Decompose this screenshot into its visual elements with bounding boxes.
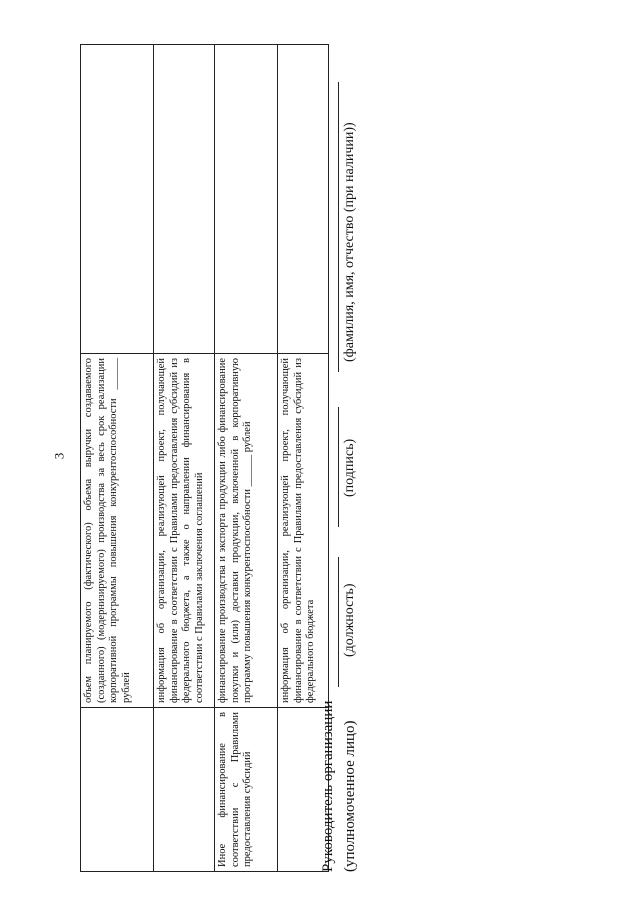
table-row [81, 45, 154, 872]
table-row [215, 45, 278, 872]
table-cell [81, 708, 154, 872]
page-number: 3 [51, 452, 67, 460]
table-cell [215, 45, 278, 354]
table-cell: объем планируемого (фактического) объема выручки создаваемого (созданного) (модернизируемого) производства за весь срок реализации корпоративной программы повышения конкурентоспособности ______ рублей [81, 354, 154, 708]
table-cell [154, 708, 215, 872]
position-caption: (должность) [342, 583, 357, 657]
signature-line [338, 407, 339, 527]
rotated-page-content [30, 32, 590, 872]
signatory-subtitle: (уполномоченное лицо) [342, 720, 358, 872]
table-cell: информация об организации, реализующей проект, получающей финансирование в соответствии с Правилами предоставления субсидий из федерального бюджета [278, 354, 329, 708]
name-line [338, 82, 339, 372]
position-line [338, 557, 339, 687]
table-row [154, 45, 215, 872]
table-cell [154, 45, 215, 354]
program-table [80, 44, 329, 872]
name-caption: (фамилия, имя, отчество (при наличии)) [342, 122, 357, 362]
table-cell: информация об организации, реализующей проект, получающей финансирование в соответствии с Правилами предоставления субсидий из федерального бюджета, а также о направлении финансирования в соответствии с Правилами заключения соглашений [154, 354, 215, 708]
signatory-title: Руководитель организации [320, 700, 336, 872]
table-cell: Иное финансирование в соответствии с Правилами предоставления субсидий [215, 708, 278, 872]
table-cell [278, 45, 329, 354]
signature-caption: (подпись) [342, 438, 357, 497]
table-cell [81, 45, 154, 354]
table-cell: финансирование производства и экспорта продукции либо финансирование покупки и (или) доставки продукции, включенной в корпоративную программу повышения конкурентоспособности ______ рублей [215, 354, 278, 708]
